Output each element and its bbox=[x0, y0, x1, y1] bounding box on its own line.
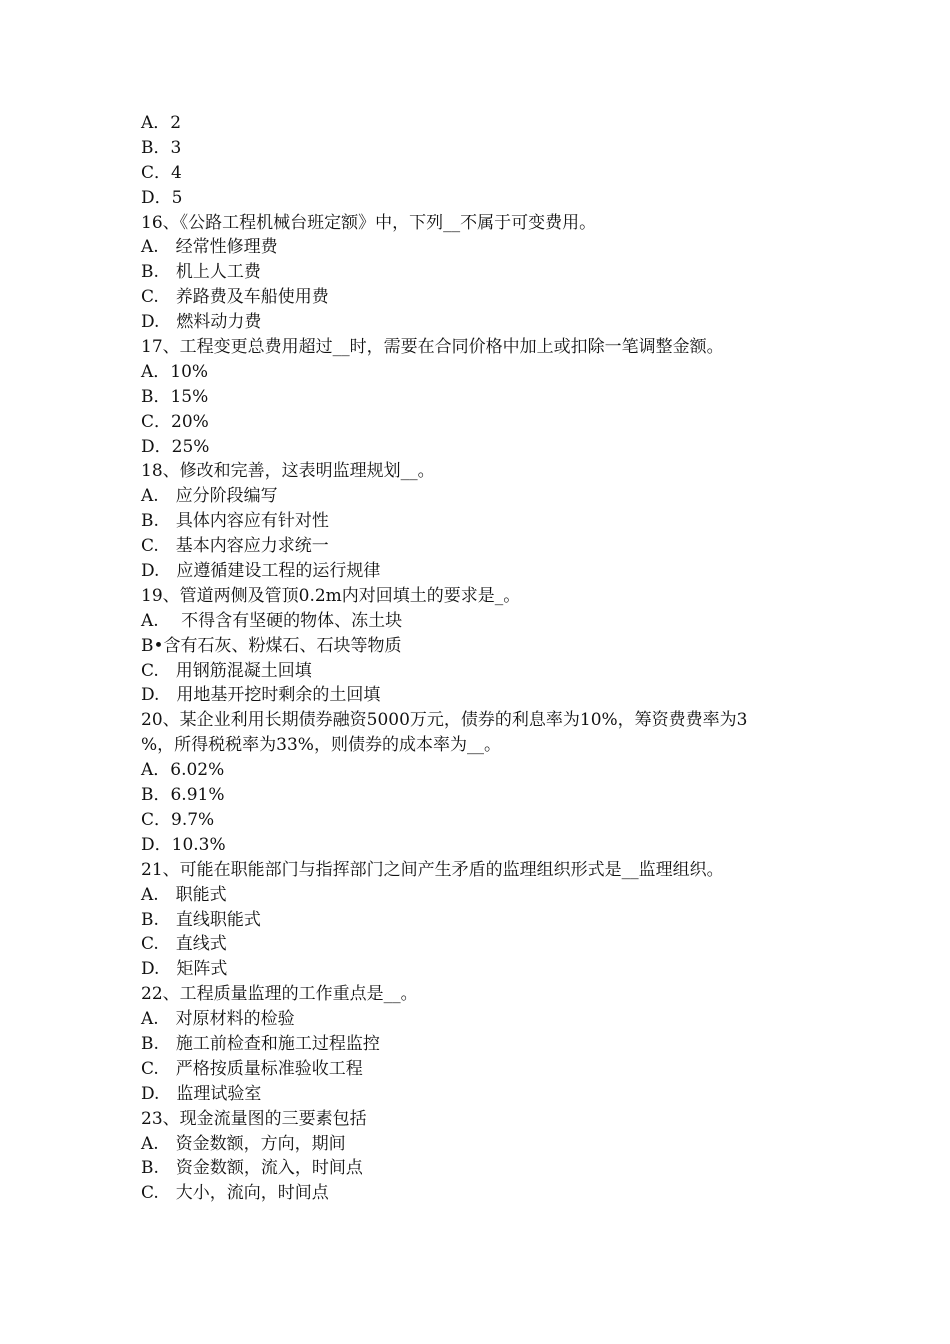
question-16: 16、《公路工程机械台班定额》中，下列__不属于可变费用。 bbox=[141, 212, 597, 233]
option-a: A．10% bbox=[141, 361, 209, 382]
option-b: B. 施工前检查和施工过程监控 bbox=[141, 1033, 380, 1054]
question-17: 17、工程变更总费用超过__时，需要在合同价格中加上或扣除一笔调整金额。 bbox=[141, 337, 724, 358]
option-c: C. 养路费及车船使用费 bbox=[141, 287, 329, 308]
option-a: A. 不得含有坚硬的物体、冻土块 bbox=[141, 610, 403, 631]
option-a: A. 资金数额，方向，期间 bbox=[141, 1133, 346, 1154]
option-c: C. 严格按质量标准验收工程 bbox=[141, 1058, 363, 1079]
option-b: B. 资金数额，流入，时间点 bbox=[141, 1158, 363, 1179]
question-18: 18、修改和完善，这表明监理规划__。 bbox=[141, 461, 435, 482]
option-b: B．15% bbox=[141, 386, 209, 407]
option-a: A. 应分阶段编写 bbox=[141, 486, 278, 507]
option-d: D. 矩阵式 bbox=[141, 959, 228, 980]
option-d: D．25% bbox=[141, 436, 210, 457]
question-list bbox=[141, 111, 821, 1206]
option-a: A．2 bbox=[141, 113, 182, 133]
option-c: C. 基本内容应力求统一 bbox=[141, 536, 329, 557]
option-d: D. 燃料动力费 bbox=[141, 312, 262, 333]
option-c: C. 大小，流向，时间点 bbox=[141, 1183, 329, 1204]
option-b: B•含有石灰、粉煤石、石块等物质 bbox=[141, 635, 402, 656]
option-c: C. 用钢筋混凝土回填 bbox=[141, 660, 312, 681]
option-a: A. 职能式 bbox=[141, 884, 227, 905]
option-d: D. 监理试验室 bbox=[141, 1083, 262, 1104]
option-c: C．4 bbox=[141, 162, 182, 183]
option-c: C．20% bbox=[141, 411, 209, 432]
option-b: B. 具体内容应有针对性 bbox=[141, 511, 329, 532]
option-b: B. 机上人工费 bbox=[141, 262, 261, 283]
question-20-continued: %，所得税税率为33%，则债券的成本率为__。 bbox=[141, 735, 501, 756]
option-a: A. 对原材料的检验 bbox=[141, 1009, 295, 1030]
option-a: A. 经常性修理费 bbox=[141, 237, 278, 258]
option-c: C．9.7% bbox=[141, 809, 215, 830]
option-b: B. 直线职能式 bbox=[141, 909, 261, 930]
option-d: D．10.3% bbox=[141, 834, 226, 855]
question-23: 23、现金流量图的三要素包括 bbox=[141, 1108, 367, 1129]
question-19: 19、管道两侧及管顶0.2m内对回填土的要求是_。 bbox=[141, 585, 521, 606]
question-21: 21、可能在职能部门与指挥部门之间产生矛盾的监理组织形式是__监理组织。 bbox=[141, 859, 724, 880]
option-d: D. 应遵循建设工程的运行规律 bbox=[141, 561, 381, 582]
question-20: 20、某企业利用长期债券融资5000万元，债券的利息率为10%，筹资费费率为3 bbox=[141, 710, 748, 731]
option-a: A．6.02% bbox=[141, 760, 225, 781]
option-c: C. 直线式 bbox=[141, 934, 227, 955]
question-22: 22、工程质量监理的工作重点是__。 bbox=[141, 984, 418, 1005]
option-b: B．3 bbox=[141, 137, 182, 158]
option-b: B．6.91% bbox=[141, 785, 225, 806]
option-d: D．5 bbox=[141, 187, 183, 208]
option-d: D. 用地基开挖时剩余的土回填 bbox=[141, 685, 381, 706]
